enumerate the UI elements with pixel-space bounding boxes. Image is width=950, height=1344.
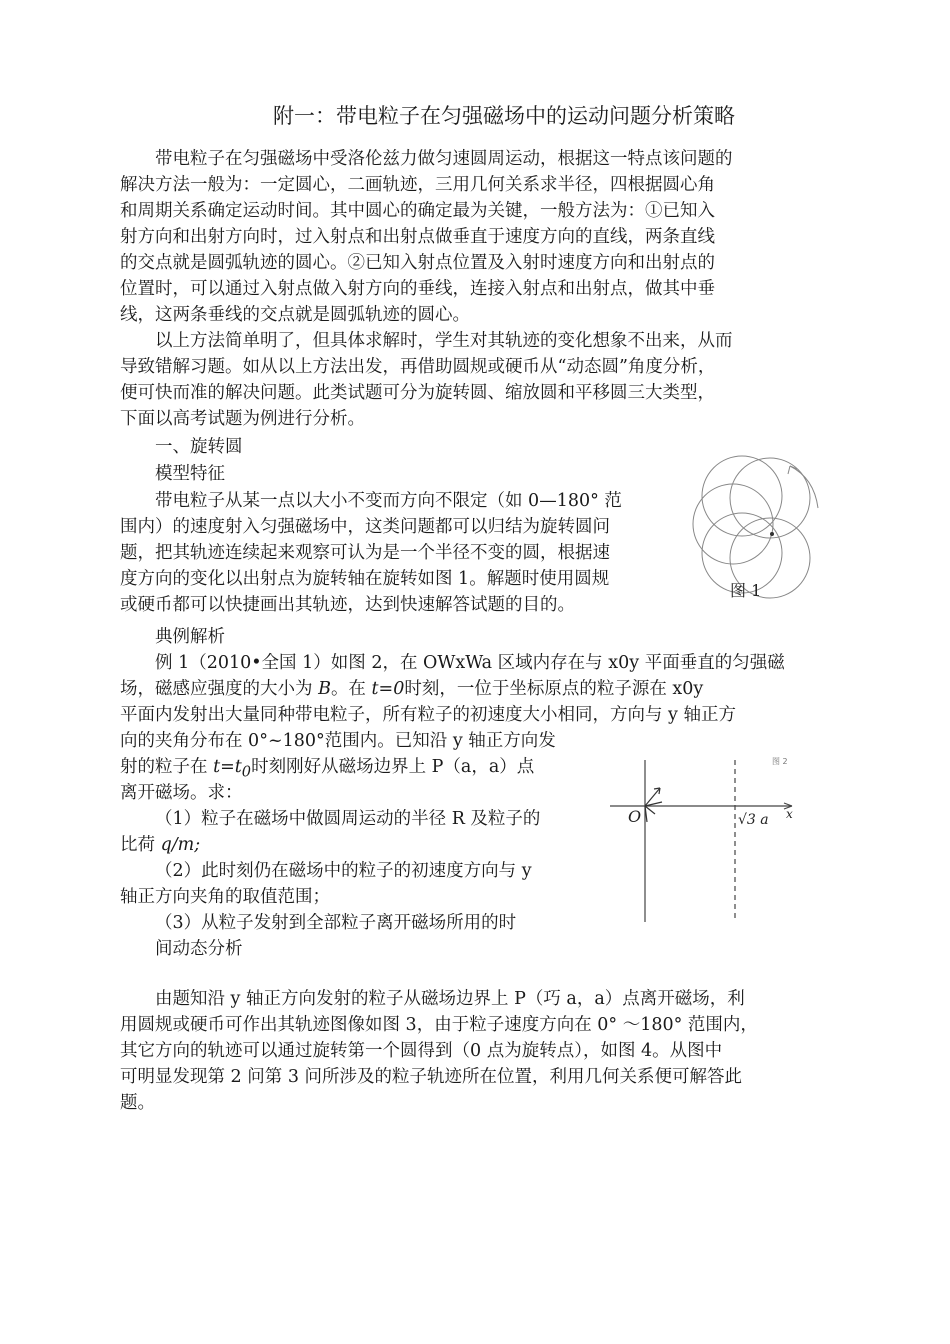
symbol-subscript: 0 [241,763,252,781]
example-line-2 [120,676,703,702]
question-3-line-1: （3）从粒子发射到全部粒子离开磁场所用的时 [155,913,517,933]
para2-line-1: 以上方法简单明了，但具体求解时，学生对其轨迹的变化想象不出来，从而 [155,331,733,351]
question-2-line-1: （2）此时刻仍在磁场中的粒子的初速度方向与 y [155,861,532,881]
intro-line-6: 位置时，可以通过入射点做入射方向的垂线，连接入射点和出射点，做其中垂 [120,279,715,299]
example-heading: 典例解析 [155,627,225,647]
analysis-line-4: 可明显发现第 2 问第 3 问所涉及的粒子轨迹所在位置，利用几何关系便可解答此 [120,1067,743,1087]
text: 射的粒子在 [120,757,214,777]
example-line-1: 例 1（2010•全国 1）如图 2，在 OWxWa 区域内存在与 x0y 平面垂直的匀强磁 [155,653,785,673]
analysis-line-1: 由题知沿 y 轴正方向发射的粒子从磁场边界上 P（巧 a，a）点离开磁场，利 [155,989,745,1009]
symbol-t: t=t [213,757,242,777]
velocity-arrows [645,788,662,822]
figure-1-label: 图 1 [730,581,762,600]
para2-line-3: 便可快而准的解决问题。此类试题可分为旋转圆、缩放圆和平移圆三大类型， [120,383,715,403]
intro-line-2: 解决方法一般为：一定圆心，二画轨迹，三用几何关系求半径，四根据圆心角 [120,175,715,195]
origin-label: O [628,807,642,826]
intro-line-7: 线，这两条垂线的交点就是圆弧轨迹的圆心。 [120,305,470,325]
analysis-line-3: 其它方向的轨迹可以通过旋转第一个圆得到（0 点为旋转点），如图 4。从图中 [120,1041,723,1061]
figure-2-axes [600,752,810,924]
model-line-5: 或硬币都可以快捷画出其轨迹，达到快速解答试题的目的。 [120,595,575,615]
intro-line-1: 带电粒子在匀强磁场中受洛伦兹力做匀速圆周运动，根据这一特点该问题的 [155,149,733,169]
example-line-4: 向的夹角分布在 0°~180°范围内。已知沿 y 轴正方向发 [120,731,556,751]
symbol-B: B [318,679,331,699]
text: 。在 [330,679,372,699]
section-heading-rotating-circle: 一、旋转圆 [155,437,243,457]
analysis-line-2: 用圆规或硬币可作出其轨迹图像如图 3，由于粒子速度方向在 0° 〜180° 范围内， [120,1015,758,1035]
question-2-line-2: 轴正方向夹角的取值范围； [120,887,330,907]
analysis-line-5: 题。 [120,1093,155,1113]
text: 时刻刚好从磁场边界上 P（a，a）点 [251,757,535,777]
para2-line-4: 下面以高考试题为例进行分析。 [120,409,365,429]
example-line-6: 离开磁场。求： [120,783,243,803]
intro-line-3: 和周期关系确定运动时间。其中圆心的确定最为关键，一般方法为：①已知入 [120,201,715,221]
text: 场，磁感应强度的大小为 [120,679,319,699]
symbol-t0: t=0 [371,679,405,699]
text: 时刻，一位于坐标原点的粒子源在 x0y [404,679,704,699]
model-line-3: 题，把其轨迹连续起来观察可认为是一个半径不变的圆，根据速 [120,543,610,563]
para2-line-2: 导致错解习题。如从以上方法出发，再借助圆规或硬币从“动态圆”角度分析， [120,357,716,377]
intro-line-5: 的交点就是圆弧轨迹的圆心。②已知入射点位置及入射时速度方向和出射点的 [120,253,715,273]
example-line-3: 平面内发射出大量同种带电粒子，所有粒子的初速度大小相同，方向与 y 轴正方 [120,705,737,725]
model-heading: 模型特征 [155,464,225,484]
model-line-2: 围内）的速度射入匀强磁场中，这类问题都可以归结为旋转圆问 [120,517,610,537]
question-1-line-2 [120,832,200,858]
x-axis-label: x [786,807,793,821]
text: 比荷 [120,835,161,855]
intro-line-4: 射方向和出射方向时，过入射点和出射点做垂直于速度方向的直线，两条直线 [120,227,715,247]
page-title: 附一：带电粒子在匀强磁场中的运动问题分析策略 [273,104,735,128]
boundary-label: √3 a [738,812,769,828]
figure-1-rotating-circles [690,448,830,608]
figure-2-caption: 图 2 [772,757,788,766]
question-1-line-1: （1）粒子在磁场中做圆周运动的半径 R 及粒子的 [155,809,541,829]
model-line-1: 带电粒子从某一点以大小不变而方向不限定（如 0—180° 范 [155,491,622,511]
question-3-line-2: 间动态分析 [155,939,243,959]
symbol-q-over-m: q/m; [160,835,201,855]
model-line-4: 度方向的变化以出射点为旋转轴在旋转如图 1。解题时使用圆规 [120,569,610,589]
